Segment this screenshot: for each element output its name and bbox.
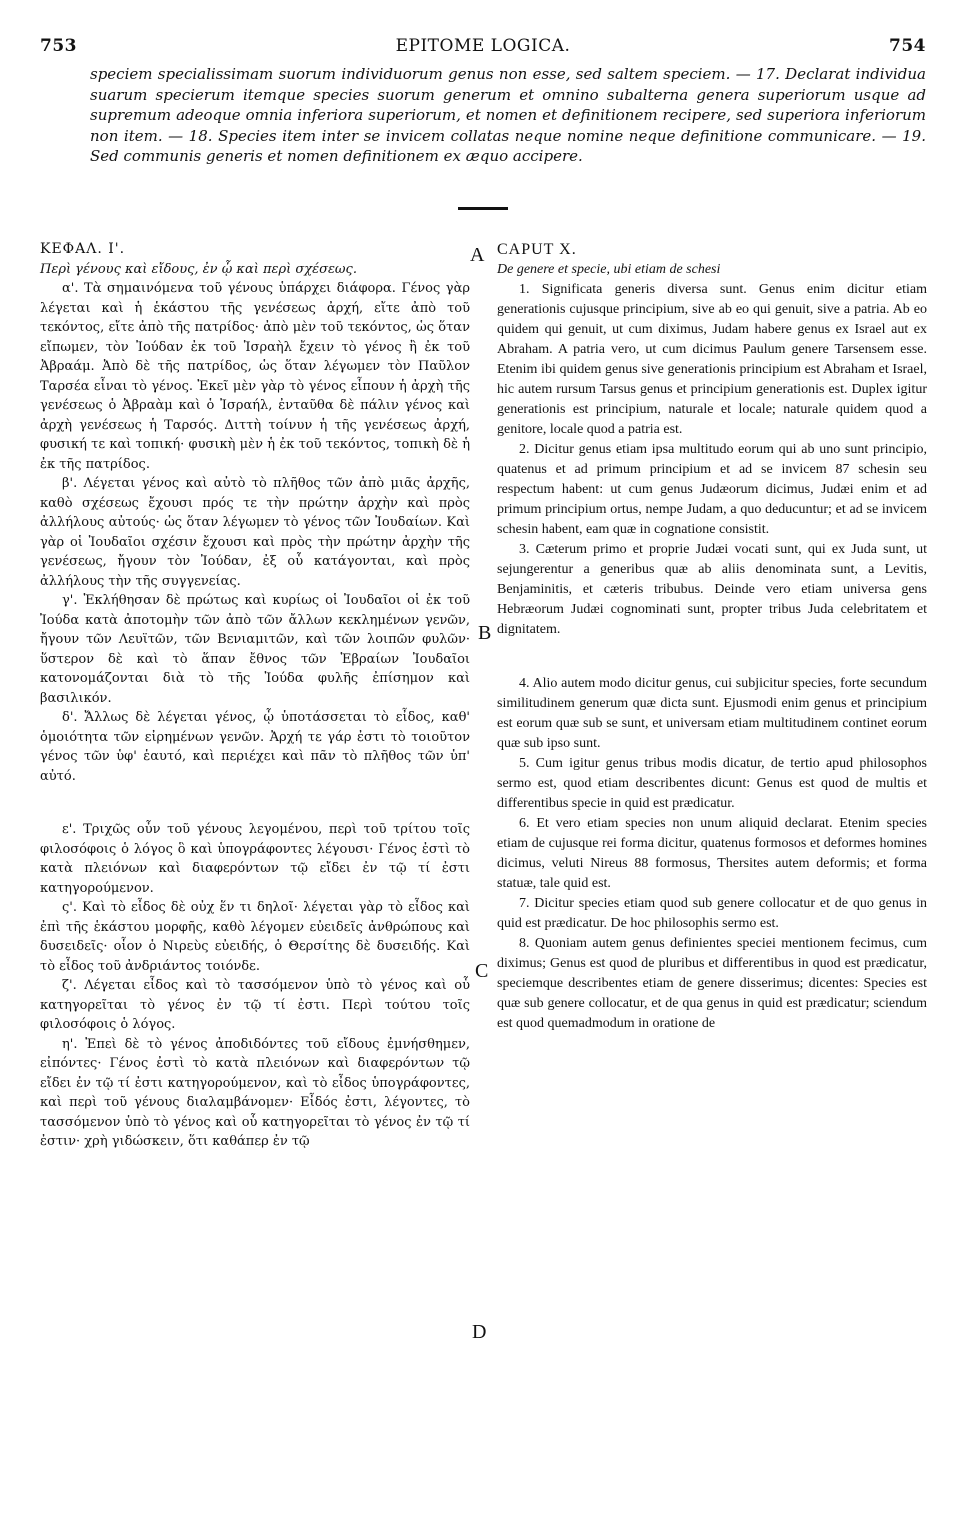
spacer xyxy=(40,786,470,820)
latin-paragraph: 6. Et vero etiam species non unum aliquid declarat. Etenim species etiam de cujusque rei forma dicitur, quatenus formosos et deformes homines dicimus, veluti Nireus 88 formosus, Thersites autem deformis; et forma statuæ, tale quid est. xyxy=(497,816,927,891)
latin-paragraph: 1. Significata generis diversa sunt. Genus enim dicitur etiam generationis cujusque principium, sive ab eo qui genuit, sive a patria. Ab eo quidem qui genuit, ut cum diximus, Judam habere genus ex Israel aut ex Abraham. A patria vero, ut cum dicimus Paulum genere Tarsensem esse. Etenim ibi quidem genus sive generationis principium est Abraham et Israel, hic autem rursum Tarsus genus et principium generationis est. Duplex igitur generationis est principium, naturale et locale; naturale quidem quod a genitore, locale quod a patria est. xyxy=(497,282,927,437)
greek-paragraph: α'. Τὰ σημαινόμενα τοῦ γένους ὑπάρχει διάφορα. Γένος γὰρ λέγεται καὶ ἡ ἑκάστου τῆς γενέσεως ἀρχή, εἴτε ἀπὸ τοῦ τεκόντος, εἴτε ἀπὸ τῆς πατρίδος· ἀπὸ μὲν τοῦ τεκόντος, ὡς ὅταν εἴπωμεν, τὸν Ἰούδαν ἐκ τοῦ Ἰσραὴλ ἔχειν τὸ γένος ἢ ἐκ τοῦ Ἀβραάμ. Ἀπὸ δὲ τῆς πατρίδος, ὡς ὅταν λέγωμεν τὸν Παῦλον Ταρσέα εἶναι τὸ γένος. Ἐκεῖ μὲν γὰρ τὸ γένος εἶπουν ἡ ἀρχὴ τῆς γενέσεως ὁ Ἀβραὰμ καὶ ὁ Ἰσραήλ, ἐνταῦθα δὲ πάλιν γένος καὶ ἀρχὴ γενέσεως ἡ Ταρσός. Διττὴ τοίνυν ἡ τῆς γενέσεως ἀρχή, φυσική τε καὶ τοπική· φυσικὴ μὲν ἡ ἐκ τοῦ τεκόντος, τοπικὴ δὲ ἡ ἐκ τῆς πατρίδος. xyxy=(40,281,470,472)
page-number-left: 753 xyxy=(40,36,77,56)
greek-chapter-title: ΚΕΦΑΛ. Ι'. xyxy=(40,241,126,257)
running-title: EPITOME LOGICA. xyxy=(395,36,571,56)
top-paragraph xyxy=(90,64,926,167)
greek-paragraph: ς'. Καὶ τὸ εἶδος δὲ οὐχ ἕν τι δηλοῖ· λέγεται γὰρ τὸ εἶδος καὶ ἐπὶ τῆς ἑκάστου μορφῆς, καθὸ λέγομεν εὐειδεῖς ἀνθρώπους καὶ δυσειδεῖς· οἷον ὁ Νιρεὺς εὐειδής, ὁ Θερσίτης δὲ δυσειδής. Καὶ τὸ εἶδος τοῦ ἀνδριάντος τοιόνδε. xyxy=(40,900,470,974)
latin-column xyxy=(497,240,927,1034)
latin-paragraph: 4. Alio autem modo dicitur genus, cui subjicitur species, forte secundum similitudinem generum quæ dicta sunt. Ejusmodi enim genus et principium est eorum quæ sub se sunt, et universam etiam multitudinem continet eorum quæ sub ipso sunt. xyxy=(497,676,927,751)
spacer xyxy=(497,640,927,674)
margin-letter-d: D xyxy=(472,1321,487,1343)
page-number-right: 754 xyxy=(889,36,926,56)
latin-paragraph: 5. Cum igitur genus tribus modis dicatur, de tertio apud philosophos sermo est, quod etiam describentes dicunt: Genus est quod de multis et differentibus specie in quid est prædicatur. xyxy=(497,756,927,811)
greek-paragraph: ε'. Τριχῶς οὖν τοῦ γένους λεγομένου, περὶ τοῦ τρίτου τοῖς φιλοσόφοις ὁ λόγος ὃ καὶ ὑπογράφοντες λέγουσι· Γένος ἐστὶ τὸ κατὰ πλειόνων καὶ διαφερόντων τῷ εἴδει ἐν τῷ τί ἐστι κατηγορούμενον. xyxy=(40,822,470,896)
section-rule xyxy=(458,207,508,210)
running-head xyxy=(40,36,926,62)
latin-paragraph: 3. Cæterum primo et proprie Judæi vocati sunt, qui ex Juda sunt, ut sejungerentur a generibus quæ ab aliis denominata sunt, a Levitis, Benjaminitis, et cæteris tribubus. Deinde vero etiam universa gens Hebræorum Judæi cognominati sunt, propter tribus Juda celebritatem et dignitatem. xyxy=(497,542,927,637)
greek-paragraph: β'. Λέγεται γένος καὶ αὐτὸ τὸ πλῆθος τῶν ἀπὸ μιᾶς ἀρχῆς, καθὸ σχέσεως ἔχουσι πρός τε τὴν πρώτην ἀρχὴν καὶ πρὸς ἀλλήλους αὐτούς· ὡς ὅταν λέγωμεν τὸ γένος τῶν Ἰουδαίων. Καὶ γὰρ οἱ Ἰουδαῖοι σχέσιν ἔχουσι καὶ πρὸς τὴν πρώτην ἀρχὴν τῆς γενέσεως, ἤγουν τὸν Ἰούδαν, ἐξ οὗ κατάγονται, καὶ πρὸς ἀλλήλους τὴν τῆς συγγενείας. xyxy=(40,476,470,589)
greek-paragraph: γ'. Ἐκλήθησαν δὲ πρώτως καὶ κυρίως οἱ Ἰουδαῖοι οἱ ἐκ τοῦ Ἰούδα κατὰ ἀποτομὴν τῶν ἀπὸ τῶν ἄλλων κεκλημένων γενῶν, ἤγουν τῶν Λευϊτῶν, τῶν Βενιαμιτῶν, καὶ τῶν λοιπῶν φυλῶν· ὕστερον δὲ καὶ τὸ ἅπαν ἔθνος τῶν Ἑβραίων Ἰουδαῖοι κατονομάζονται διὰ τὸ τῆς Ἰούδα φυλῆς ἐπίσημον καὶ βασιλικόν. xyxy=(40,593,470,706)
greek-paragraph: η'. Ἐπεὶ δὲ τὸ γένος ἀποδιδόντες τοῦ εἴδους ἐμνήσθημεν, εἰπόντες· Γένος ἐστὶ τὸ κατὰ πλειόνων καὶ διαφερόντων τῷ εἴδει ἐν τῷ τί ἐστι κατηγορούμενον, καὶ τὸ εἶδος ὑπογράφοντες, καὶ περὶ τοῦ γένους διαλαμβάνομεν· Εἶδός ἐστι, λέγοντες, τὸ τασσόμενον ὑπὸ τὸ γένος καὶ οὗ κατηγορεῖται τὸ γένος ἐν τῷ τί ἐστιν· χρὴ γιδώσκειν, ὅτι καθάπερ ἐν τῷ xyxy=(40,1036,470,1149)
margin-letter-b: B xyxy=(478,622,492,644)
greek-paragraph: ζ'. Λέγεται εἶδος καὶ τὸ τασσόμενον ὑπὸ τὸ γένος καὶ οὗ κατηγορεῖται τὸ γένος ἐν τῷ τί ἐστι. Περὶ τούτου τοῖς φιλοσόφοις ὁ λόγος. xyxy=(40,978,470,1032)
latin-chapter-subtitle: De genere et specie, ubi etiam de schesi xyxy=(497,262,721,277)
greek-column xyxy=(40,240,470,1152)
latin-paragraph: 7. Dicitur species etiam quod sub genere collocatur et de quo genus in quid est prædicatur. De hoc philosophis sermo est. xyxy=(497,896,927,931)
latin-paragraph: 8. Quoniam autem genus definientes speciei mentionem fecimus, cum diximus; Genus est quod de pluribus et differentibus in quod est prædicatur, speciemque describentes etiam de genere disserimus; dicentes: Species est quæ sub genere collocatur, et de qua genus in quid est prædicatur; sciendum est quod quemadmodum in oratione de xyxy=(497,936,927,1031)
margin-letter-a: A xyxy=(470,244,485,266)
greek-paragraph: δ'. Ἄλλως δὲ λέγεται γένος, ᾧ ὑποτάσσεται τὸ εἶδος, καθ' ὁμοιότητα τῶν εἰρημένων γενῶν. Ἀρχή τε γάρ ἐστι τὸ τοιοῦτον γένος τῶν ὑφ' ἑαυτό, καὶ περιέχει καὶ πᾶν τὸ πλῆθος τῶν ὑπ' αὐτό. xyxy=(40,710,470,784)
latin-chapter-title: CAPUT X. xyxy=(497,241,577,258)
greek-chapter-subtitle: Περὶ γένους καὶ εἴδους, ἐν ᾧ καὶ περὶ σχέσεως. xyxy=(40,261,357,277)
top-paragraph-text: speciem specialissimam suorum individuorum genus non esse, sed saltem speciem. — 17. Declarat individua suarum specierum itemque species suorum generum et omnino subalterna genera superiorum usque ad supremum adeoque omnia inferiora superiorum, et nomen et definitionem recipere, sed superiora inferiorum non item. — 18. Species item inter se invicem collatas neque nomine neque definitione communicare. — 19. Sed communis generis et nomen definitionem ex æquo accipere. xyxy=(90,65,926,165)
margin-letter-c: C xyxy=(475,960,489,982)
latin-paragraph: 2. Dicitur genus etiam ipsa multitudo eorum qui ab uno sunt principio, quatenus et ad primum principium et ad se invicem 87 schesin seu respectum habent: ut cum genus Judæorum dicimus, Judæi enim et ad primum principium ortus, nempe Judam, a quo deducuntur; et ad se invicem schesin habent, eam quæ in cognatione consistit. xyxy=(497,442,927,537)
